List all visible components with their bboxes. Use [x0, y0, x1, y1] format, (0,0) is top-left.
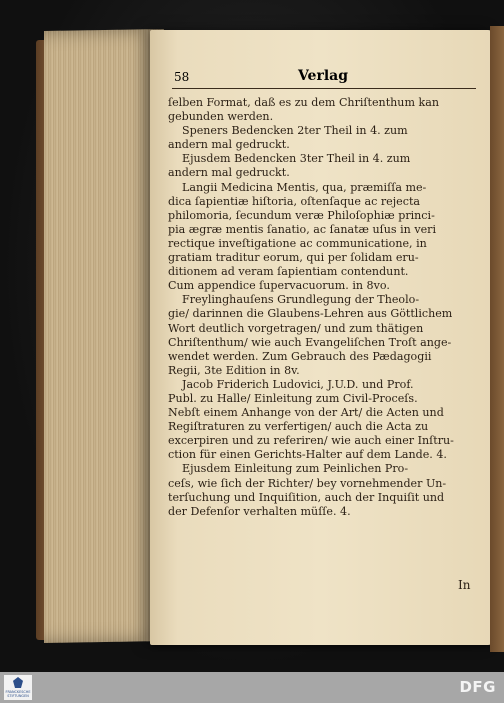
text-line: gratiam traditur eorum, qui per ſolidam eru-	[168, 251, 419, 265]
catchword: In	[458, 578, 471, 592]
text-line: Nebſt einem Anhange von der Art/ die Acten und	[168, 406, 444, 420]
text-line: excerpiren und zu referiren/ wie auch einer Inſtru-	[168, 434, 454, 448]
text-line: philomoria, ſecundum veræ Philoſophiæ princi-	[168, 208, 435, 222]
header-rule	[172, 88, 476, 89]
text-line: der Defenſor verhalten müſſe. 4.	[168, 504, 351, 518]
text-line: ceſs, wie ſich der Richter/ bey vornehmender Un-	[168, 476, 447, 490]
library-logo	[4, 675, 32, 700]
text-line: Jacob Friderich Ludovici, J.U.D. und Prof.	[182, 377, 414, 391]
text-line: Speners Bedencken 2ter Theil in 4. zum	[182, 124, 408, 138]
text-line: Langii Medicina Mentis, qua, præmiſſa me-	[182, 180, 427, 194]
text-line: Freylinghauſens Grundlegung der Theolo-	[182, 293, 420, 307]
page-edges	[44, 29, 164, 643]
page-number: 58	[174, 70, 190, 84]
text-line: andern mal gedruckt.	[168, 166, 290, 180]
text-line: terſuchung und Inquiſition, auch der Inquiſit und	[168, 490, 445, 504]
text-line: ſelben Format, daß es zu dem Chriſtenthum kan	[168, 96, 439, 109]
dfg-logo: DFG	[459, 678, 496, 696]
text-line: Cum appendice ſupervacuorum. in 8vo.	[168, 279, 390, 293]
library-logo-text: FRANCKESCHE STIFTUNGEN	[5, 690, 31, 698]
text-line: Ejusdem Einleitung zum Peinlichen Pro-	[182, 462, 409, 476]
text-line: wendet werden. Zum Gebrauch des Pædagogii	[168, 349, 432, 363]
text-line: andern mal gedruckt.	[168, 138, 290, 152]
running-head: Verlag	[297, 68, 349, 84]
text-line: pia ægræ mentis ſanatio, ac ſanatæ uſus in veri	[168, 222, 437, 236]
text-line: Publ. zu Halle/ Einleitung zum Civil-Proceſs.	[168, 391, 418, 405]
footer-strip	[0, 672, 504, 703]
text-line: Chriſtenthum/ wie auch Evangeliſchen Troſt ange-	[168, 335, 452, 349]
text-line: gie/ darinnen die Glaubens-Lehren aus Göttlichem	[168, 307, 453, 321]
text-line: gebunden werden.	[168, 110, 274, 124]
book-cover-right	[490, 26, 504, 652]
text-line: Regiſtraturen zu verfertigen/ auch die Acta zu	[168, 420, 429, 434]
page-body	[168, 96, 478, 519]
text-line: Regii, 3te Edition in 8v.	[168, 363, 300, 377]
text-line: ditionem ad veram ſapientiam contendunt.	[168, 265, 409, 279]
text-line: rectique inveſtigatione ac communicatione, in	[168, 236, 427, 250]
text-line: dica ſapientiæ hiſtoria, oſtenſaque ac rejecta	[168, 194, 421, 208]
text-line: ction für einen Gerichts-Halter auf dem Lande. 4.	[168, 448, 447, 462]
library-logo-icon	[13, 677, 23, 688]
text-line: Wort deutlich vorgetragen/ und zum thätigen	[168, 321, 424, 335]
page-header	[168, 70, 478, 88]
text-line: Ejusdem Bedencken 3ter Theil in 4. zum	[182, 152, 411, 166]
